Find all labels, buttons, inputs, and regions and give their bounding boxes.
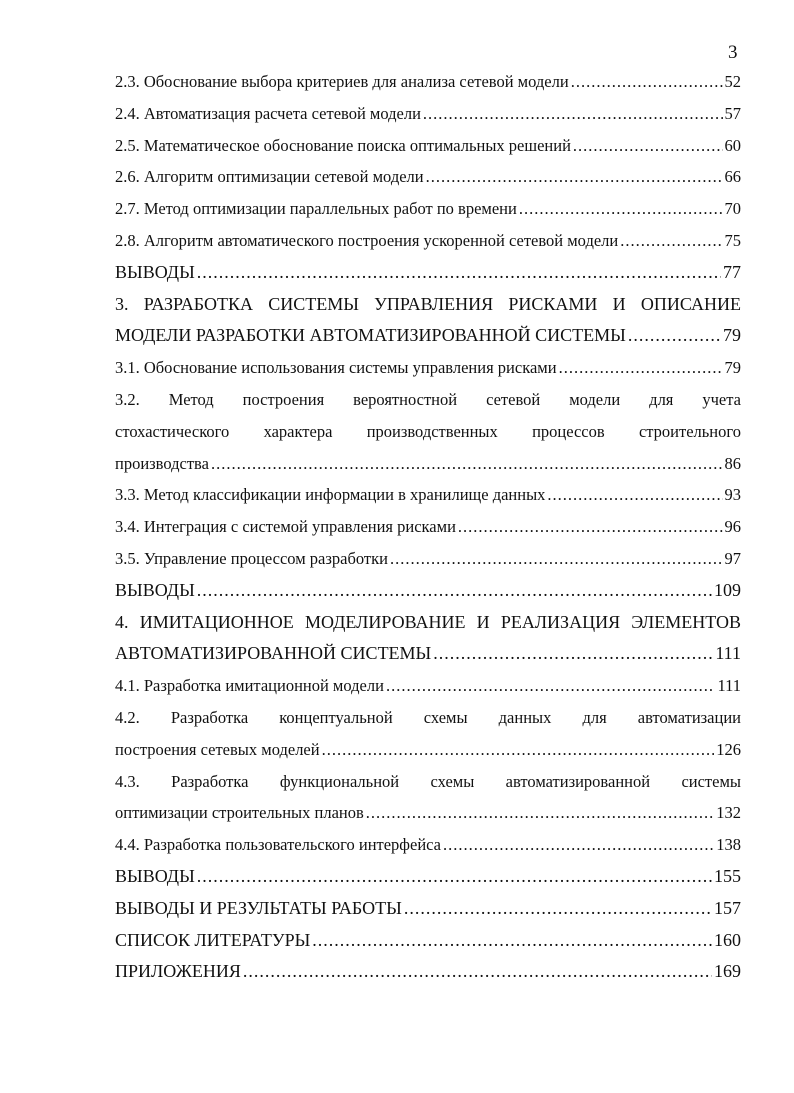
toc-entry [115, 829, 741, 861]
toc-entry-page: 77 [723, 261, 741, 282]
toc-entry-title: построения сетевых моделей [115, 739, 320, 759]
toc-entry-line: 3. РАЗРАБОТКА СИСТЕМЫ УПРАВЛЕНИЯ РИСКАМИ И ОПИСАНИЕ [115, 293, 741, 314]
toc-entry [115, 543, 741, 575]
toc-entry [115, 448, 741, 480]
dot-leader [366, 797, 714, 829]
dot-leader [243, 956, 712, 988]
toc-entry-page: 86 [724, 453, 741, 473]
toc-entry-page: 75 [724, 230, 741, 250]
toc-entry [115, 225, 741, 257]
toc-entry-title: ВЫВОДЫ [115, 261, 195, 282]
toc-entry-title: 3.5. Управление процессом разработки [115, 548, 388, 568]
toc-entry [115, 320, 741, 352]
toc-entry-line: 4.2. Разработка концептуальной схемы данных для автоматизации [115, 707, 741, 727]
dot-leader [547, 479, 722, 511]
toc-entry-title: 2.3. Обоснование выбора критериев для анализа сетевой модели [115, 72, 569, 91]
dot-leader [426, 161, 723, 193]
toc-entry-line: 4.3. Разработка функциональной схемы автоматизированной системы [115, 771, 741, 791]
toc-entry [115, 130, 741, 162]
toc-entry-title: МОДЕЛИ РАЗРАБОТКИ АВТОМАТИЗИРОВАННОЙ СИСТЕМЫ [115, 325, 626, 346]
dot-leader [312, 925, 712, 957]
toc-entry-title: производства [115, 453, 209, 473]
toc-entry-title: 4.4. Разработка пользовательского интерфейса [115, 835, 441, 855]
dot-leader [458, 511, 723, 543]
toc-entry-page: 109 [714, 579, 741, 600]
toc-entry [115, 956, 741, 988]
toc-entry-title: 2.5. Математическое обоснование поиска оптимальных решений [115, 135, 571, 155]
dot-leader [628, 320, 721, 352]
dot-leader [571, 66, 723, 98]
toc-entry-page: 57 [724, 103, 741, 123]
toc-entry-page: 93 [724, 485, 741, 505]
toc-entry-page: 52 [724, 72, 741, 91]
toc-entry-title: 3.3. Метод классификации информации в хранилище данных [115, 485, 546, 505]
dot-leader [443, 829, 714, 861]
toc-entry-page: 157 [714, 897, 741, 918]
toc-entry-title: 2.8. Алгоритм автоматического построения ускоренной сетевой модели [115, 230, 619, 250]
dot-leader [211, 448, 723, 480]
toc-entry-page: 60 [724, 135, 741, 155]
toc-entry-title: АВТОМАТИЗИРОВАННОЙ СИСТЕМЫ [115, 643, 432, 664]
toc-entry [115, 893, 741, 925]
dot-leader [573, 130, 723, 162]
dot-leader [519, 193, 723, 225]
toc-entry [115, 861, 741, 893]
dot-leader [386, 670, 716, 702]
toc-entry-page: 160 [714, 929, 741, 950]
toc-entry-page: 111 [717, 676, 741, 696]
toc-entry [115, 193, 741, 225]
toc-entry [115, 352, 741, 384]
toc-entry-line: стохастического характера производственных процессов строительного [115, 421, 741, 441]
toc-entry-page: 169 [714, 961, 741, 982]
toc-entry-title: 2.7. Метод оптимизации параллельных работ по времени [115, 199, 517, 219]
toc-entry-page: 97 [724, 548, 741, 568]
toc-entry-title: ВЫВОДЫ [115, 865, 195, 886]
toc-entry [115, 479, 741, 511]
toc-entry [115, 98, 741, 130]
toc-entry-page: 126 [716, 739, 741, 759]
toc-entry-title: 3.1. Обоснование использования системы управления рисками [115, 358, 557, 378]
toc-entry-title: 4.1. Разработка имитационной модели [115, 676, 384, 696]
toc-entry [115, 575, 741, 607]
dot-leader [620, 225, 722, 257]
toc-entry [115, 670, 741, 702]
table-of-contents [115, 66, 741, 988]
toc-entry [115, 511, 741, 543]
toc-entry [115, 66, 741, 98]
dot-leader [197, 861, 712, 893]
toc-entry [115, 638, 741, 670]
toc-entry-title: ВЫВОДЫ И РЕЗУЛЬТАТЫ РАБОТЫ [115, 897, 402, 918]
toc-entry-page: 70 [724, 199, 741, 219]
toc-entry-page: 132 [716, 803, 741, 823]
toc-entry [115, 161, 741, 193]
toc-entry-page: 96 [724, 517, 741, 537]
dot-leader [197, 257, 721, 289]
dot-leader [322, 734, 715, 766]
dot-leader [559, 352, 723, 384]
toc-entry-line: 4. ИМИТАЦИОННОЕ МОДЕЛИРОВАНИЕ И РЕАЛИЗАЦИЯ ЭЛЕМЕНТОВ [115, 611, 741, 632]
toc-entry-title: 2.4. Автоматизация расчета сетевой модели [115, 103, 421, 123]
toc-entry-title: ПРИЛОЖЕНИЯ [115, 961, 241, 982]
toc-entry-title: СПИСОК ЛИТЕРАТУРЫ [115, 929, 311, 950]
toc-entry-title: оптимизации строительных планов [115, 803, 364, 823]
toc-entry-page: 79 [724, 358, 741, 378]
toc-entry [115, 925, 741, 957]
toc-entry-line: 3.2. Метод построения вероятностной сетевой модели для учета [115, 389, 741, 409]
toc-entry-title: 2.6. Алгоритм оптимизации сетевой модели [115, 167, 424, 187]
dot-leader [197, 575, 712, 607]
toc-entry-page: 155 [714, 865, 741, 886]
dot-leader [433, 638, 713, 670]
toc-entry-title: 3.4. Интеграция с системой управления рисками [115, 517, 456, 537]
page-number: 3 [728, 42, 738, 63]
toc-entry-page: 111 [715, 643, 741, 664]
toc-entry-page: 138 [716, 835, 741, 855]
toc-entry [115, 257, 741, 289]
dot-leader [404, 893, 712, 925]
dot-leader [423, 98, 723, 130]
toc-entry-page: 66 [724, 167, 741, 187]
toc-entry [115, 797, 741, 829]
toc-entry-page: 79 [723, 325, 741, 346]
toc-entry-title: ВЫВОДЫ [115, 579, 195, 600]
toc-entry [115, 734, 741, 766]
dot-leader [390, 543, 723, 575]
